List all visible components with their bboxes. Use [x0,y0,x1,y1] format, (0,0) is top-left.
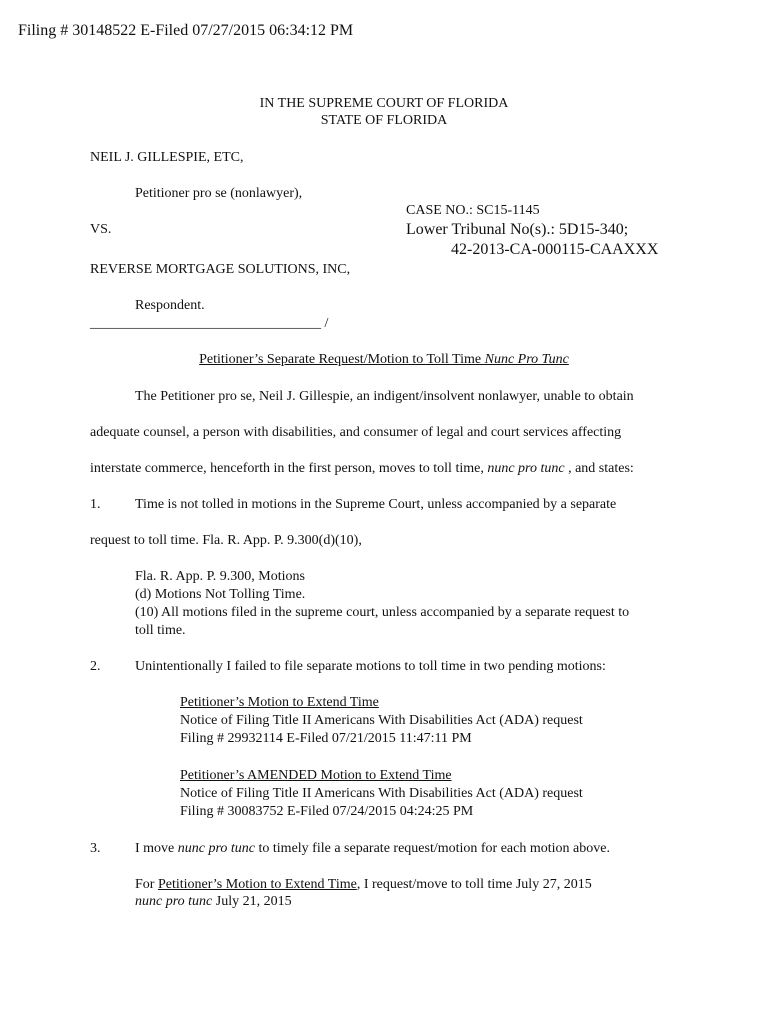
caption-signature-line: _________________________________ / [90,316,329,331]
petitioner-role: Petitioner pro se (nonlawyer), [135,186,303,201]
motion-1-title: Petitioner’s Motion to Extend Time [180,695,379,710]
rule-quote-line-3: (10) All motions filed in the supreme court, unless accompanied by a separate request to [135,605,630,620]
item-2-line-1: Unintentionally I failed to file separate motions to toll time in two pending motions: [135,659,606,674]
item-3-italic: nunc pro tunc [177,841,256,856]
item-1-line-1: Time is not tolled in motions in the Supreme Court, unless accompanied by a separate [135,497,617,512]
intro-line-2: adequate counsel, a person with disabilities, and consumer of legal and court services affecting [90,425,622,440]
rule-quote-line-1: Fla. R. App. P. 9.300, Motions [135,569,305,584]
item-3-a: I move [135,841,178,856]
petitioner-name: NEIL J. GILLESPIE, ETC, [90,150,244,165]
title-main: Petitioner’s Separate Request/Motion to Toll Time [199,352,485,367]
filing-stamp: Filing # 30148522 E-Filed 07/27/2015 06:34:12 PM [18,22,354,39]
court-state: STATE OF FLORIDA [320,113,448,128]
item-1-line-2: request to toll time. Fla. R. App. P. 9.300(d)(10), [90,533,362,548]
intro-line-3-b: , and states: [564,461,634,476]
intro-line-3 [90,461,634,477]
item-3-sub-a: For [135,877,158,892]
item-1-number: 1. [90,497,101,512]
motion-1-filing: Filing # 29932114 E-Filed 07/21/2015 11:47:11 PM [180,731,472,746]
item-3-line-1 [135,841,610,857]
versus-label: VS. [90,222,112,237]
respondent-role: Respondent. [135,298,205,313]
item-3-sub-motion-title: Petitioner’s Motion to Extend Time [157,877,357,892]
intro-line-3-italic: nunc pro tunc [487,461,565,476]
respondent-name: REVERSE MORTGAGE SOLUTIONS, INC, [90,262,351,277]
rule-quote-line-4: toll time. [135,623,186,638]
case-number: CASE NO.: SC15-1145 [406,203,540,218]
item-3-sub-line-2 [135,894,292,910]
item-3-sub2-b: July 21, 2015 [212,894,292,909]
document-title [0,352,768,368]
item-2-number: 2. [90,659,101,674]
motion-1-notice: Notice of Filing Title II Americans With Disabilities Act (ADA) request [180,713,583,728]
motion-2-filing: Filing # 30083752 E-Filed 07/24/2015 04:24:25 PM [180,804,474,819]
title-italic: Nunc Pro Tunc [484,352,569,367]
item-3-sub-line-1 [135,877,592,893]
lower-tribunal-number-2: 42-2013-CA-000115-CAAXXX [451,241,659,258]
motion-2-title: Petitioner’s AMENDED Motion to Extend Time [180,768,452,783]
rule-quote-line-2: (d) Motions Not Tolling Time. [135,587,306,602]
item-3-b: to timely file a separate request/motion for each motion above. [255,841,610,856]
lower-tribunal-number: Lower Tribunal No(s).: 5D15-340; [406,221,629,238]
intro-line-1: The Petitioner pro se, Neil J. Gillespie, an indigent/insolvent nonlawyer, unable to obtain [135,389,634,404]
motion-2-notice: Notice of Filing Title II Americans With Disabilities Act (ADA) request [180,786,583,801]
intro-line-3-a: interstate commerce, henceforth in the first person, moves to toll time, [90,461,488,476]
item-3-sub2-italic: nunc pro tunc [135,894,213,909]
item-3-sub-b: , I request/move to toll time July 27, 2015 [356,877,592,892]
item-3-number: 3. [90,841,101,856]
court-name: IN THE SUPREME COURT OF FLORIDA [259,96,509,111]
